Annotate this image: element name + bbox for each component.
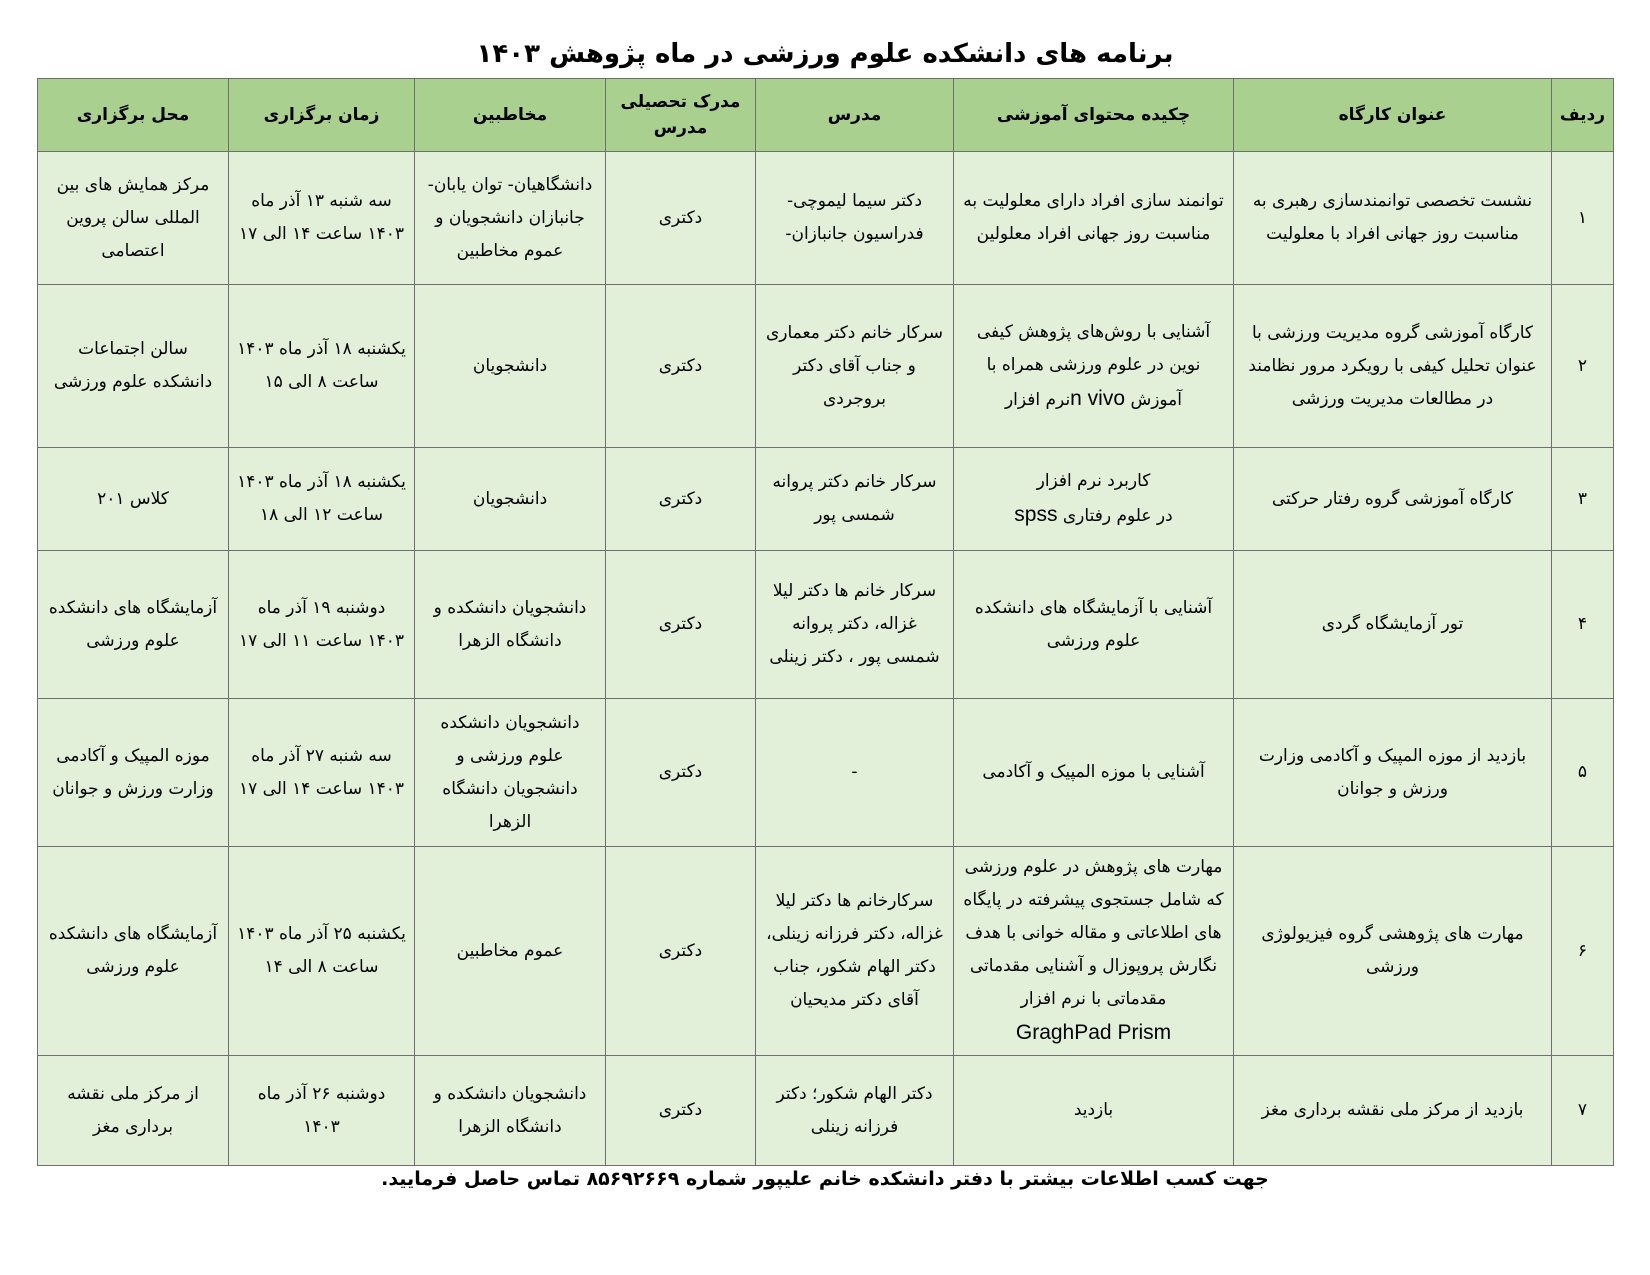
- cell-title: بازدید از موزه المپیک و آکادمی وزارت ورزش و جوانان: [1234, 699, 1552, 847]
- cell-degree: دکتری: [606, 551, 756, 699]
- cell-time: دوشنبه ۱۹ آذر ماه ۱۴۰۳ ساعت ۱۱ الی ۱۷: [229, 551, 415, 699]
- cell-audience: دانشجویان دانشکده و دانشگاه الزهرا: [415, 1056, 606, 1166]
- cell-instructor: سرکارخانم ها دکتر لیلا غزاله، دکتر فرزانه زینلی، دکتر الهام شکور، جناب آقای دکتر مدیحیان: [756, 847, 954, 1056]
- software-name: GraghPad Prism: [1015, 1021, 1172, 1044]
- cell-degree: دکتری: [606, 699, 756, 847]
- summary-text: آشنایی با روش‌های پژوهش کیفی نوین در علوم ورزشی همراه با آموزش: [976, 321, 1211, 410]
- cell-place: سالن اجتماعات دانشکده علوم ورزشی: [38, 285, 229, 448]
- footer-contact-note: جهت کسب اطلاعات بیشتر با دفتر دانشکده خانم علیپور شماره ۸۵۶۹۲۶۶۹ تماس حاصل فرمایید.: [381, 1168, 1269, 1190]
- page-title: برنامه های دانشکده علوم ورزشی در ماه پژوهش ۱۴۰۳: [476, 39, 1174, 69]
- cell-title: نشست تخصصی توانمندسازی رهبری به مناسبت روز جهانی افراد با معلولیت: [1234, 152, 1552, 285]
- cell-place: کلاس ۲۰۱: [38, 448, 229, 551]
- header-time: زمان برگزاری: [229, 79, 415, 152]
- cell-time: سه شنبه ۲۷ آذر ماه ۱۴۰۳ ساعت ۱۴ الی ۱۷: [229, 699, 415, 847]
- cell-title: کارگاه آموزشی گروه مدیریت ورزشی با عنوان تحلیل کیفی با رویکرد مرور نظامند در مطالعات مدیریت ورزشی: [1234, 285, 1552, 448]
- cell-summary: [954, 285, 1234, 448]
- header-audience: مخاطبین: [415, 79, 606, 152]
- cell-audience: دانشگاهیان- توان یابان- جانبازان دانشجویان و عموم مخاطبین: [415, 152, 606, 285]
- cell-summary: [954, 152, 1234, 285]
- header-degree: مدرک تحصیلی مدرس: [606, 79, 756, 152]
- table-row: [38, 152, 1614, 285]
- cell-row-number: ۷: [1552, 1056, 1614, 1166]
- software-name: spss: [1014, 503, 1058, 526]
- cell-place: موزه المپیک و آکادمی وزارت ورزش و جوانان: [38, 699, 229, 847]
- cell-row-number: ۶: [1552, 847, 1614, 1056]
- cell-time: سه شنبه ۱۳ آذر ماه ۱۴۰۳ ساعت ۱۴ الی ۱۷: [229, 152, 415, 285]
- software-name: n vivo: [1070, 386, 1126, 410]
- table-row: [38, 551, 1614, 699]
- cell-title: بازدید از مرکز ملی نقشه برداری مغز: [1234, 1056, 1552, 1166]
- cell-time: یکشنبه ۱۸ آذر ماه ۱۴۰۳ ساعت ۱۲ الی ۱۸: [229, 448, 415, 551]
- cell-place: مرکز همایش های بین المللی سالن پروین اعتصامی: [38, 152, 229, 285]
- summary-text: توانمند سازی افراد دارای معلولیت به مناسبت روز جهانی افراد معلولین: [963, 191, 1224, 244]
- cell-title: مهارت های پژوهشی گروه فیزیولوژی ورزشی: [1234, 847, 1552, 1056]
- summary-text: مهارت های پژوهش در علوم ورزشی که شامل جستجوی پیشرفته در پایگاه های اطلاعاتی و مقاله خوانی با هدف نگارش پروپوزال و آشنایی مقدماتی مقدماتی با نرم افزار: [963, 857, 1224, 1009]
- cell-instructor: دکتر الهام شکور؛ دکتر فرزانه زینلی: [756, 1056, 954, 1166]
- table-row: [38, 699, 1614, 847]
- summary-text: کاربرد نرم افزار: [1036, 471, 1151, 491]
- cell-audience: دانشجویان: [415, 285, 606, 448]
- cell-degree: دکتری: [606, 1056, 756, 1166]
- cell-audience: دانشجویان: [415, 448, 606, 551]
- cell-row-number: ۱: [1552, 152, 1614, 285]
- cell-row-number: ۵: [1552, 699, 1614, 847]
- header-title: عنوان کارگاه: [1234, 79, 1552, 152]
- schedule-table: [37, 78, 1614, 1166]
- header-instructor: مدرس: [756, 79, 954, 152]
- cell-title: کارگاه آموزشی گروه رفتار حرکتی: [1234, 448, 1552, 551]
- cell-place: آزمایشگاه های دانشکده علوم ورزشی: [38, 551, 229, 699]
- cell-degree: دکتری: [606, 285, 756, 448]
- cell-degree: دکتری: [606, 847, 756, 1056]
- cell-summary: [954, 1056, 1234, 1166]
- cell-summary: [954, 699, 1234, 847]
- table-row: [38, 448, 1614, 551]
- cell-place: آزمایشگاه های دانشکده علوم ورزشی: [38, 847, 229, 1056]
- table-row: [38, 285, 1614, 448]
- cell-instructor: دکتر سیما لیموچی- فدراسیون جانبازان-: [756, 152, 954, 285]
- cell-summary: [954, 448, 1234, 551]
- cell-summary: [954, 551, 1234, 699]
- summary-text: آشنایی با موزه المپیک و آکادمی: [982, 762, 1205, 782]
- summary-text: بازدید: [1073, 1100, 1114, 1120]
- cell-place: از مرکز ملی نقشه برداری مغز: [38, 1056, 229, 1166]
- table-row: [38, 847, 1614, 1056]
- header-place: محل برگزاری: [38, 79, 229, 152]
- cell-time: یکشنبه ۲۵ آذر ماه ۱۴۰۳ ساعت ۸ الی ۱۴: [229, 847, 415, 1056]
- header-summary: چکیده محتوای آموزشی: [954, 79, 1234, 152]
- cell-row-number: ۴: [1552, 551, 1614, 699]
- table-row: [38, 1056, 1614, 1166]
- cell-summary: [954, 847, 1234, 1056]
- summary-text: آشنایی با آزمایشگاه های دانشکده علوم ورزشی: [974, 597, 1213, 651]
- header-row: [38, 79, 1614, 152]
- cell-title: تور آزمایشگاه گردی: [1234, 551, 1552, 699]
- cell-audience: دانشجویان دانشکده و دانشگاه الزهرا: [415, 551, 606, 699]
- cell-audience: عموم مخاطبین: [415, 847, 606, 1056]
- summary-tail: در علوم رفتاری: [1062, 506, 1173, 526]
- cell-row-number: ۳: [1552, 448, 1614, 551]
- cell-degree: دکتری: [606, 152, 756, 285]
- summary-tail: نرم افزار: [1004, 389, 1071, 410]
- cell-instructor: -: [756, 699, 954, 847]
- cell-instructor: سرکار خانم دکتر معماری و جناب آقای دکتر بروجردی: [756, 285, 954, 448]
- cell-row-number: ۲: [1552, 285, 1614, 448]
- cell-time: یکشنبه ۱۸ آذر ماه ۱۴۰۳ ساعت ۸ الی ۱۵: [229, 285, 415, 448]
- cell-instructor: سرکار خانم ها دکتر لیلا غزاله، دکتر پروانه شمسی پور ، دکتر زینلی: [756, 551, 954, 699]
- cell-audience: دانشجویان دانشکده علوم ورزشی و دانشجویان دانشگاه الزهرا: [415, 699, 606, 847]
- cell-time: دوشنبه ۲۶ آذر ماه ۱۴۰۳: [229, 1056, 415, 1166]
- cell-degree: دکتری: [606, 448, 756, 551]
- cell-instructor: سرکار خانم دکتر پروانه شمسی پور: [756, 448, 954, 551]
- header-row-number: ردیف: [1552, 79, 1614, 152]
